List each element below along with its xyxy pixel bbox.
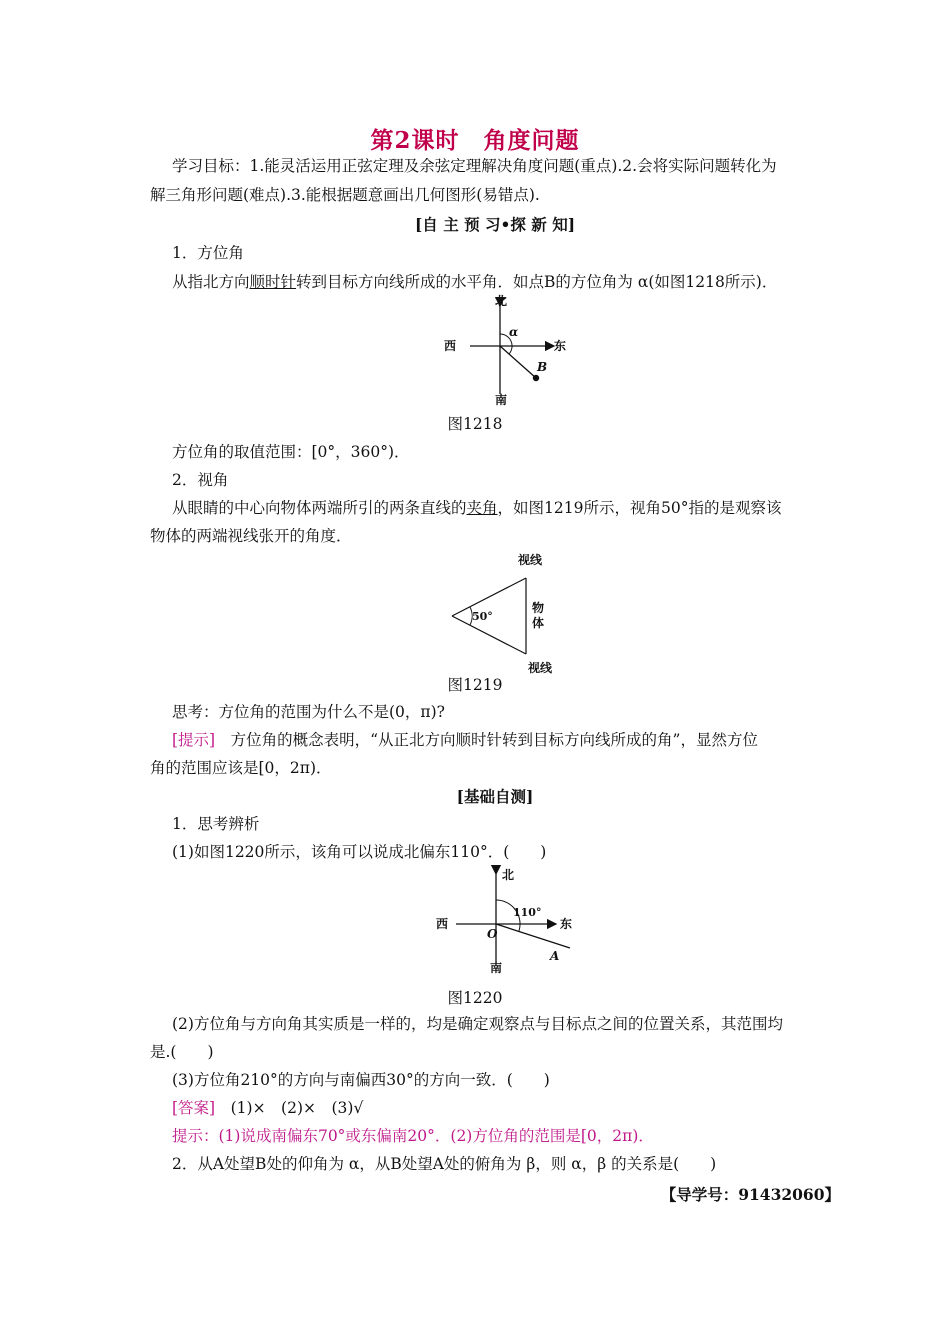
item1-text-b: 转到目标方向线所成的水平角．如点B的方位角为 α(如图1218所示)． <box>296 273 778 291</box>
hint-1-text: 方位角的概念表明，“从正北方向顺时针转到目标方向线所成的角”，显然方位 <box>215 731 758 749</box>
label-north: 北 <box>495 294 508 308</box>
q1-statement-2: (2)方位角与方向角其实质是一样的，均是确定观察点与目标点之间的位置关系，其范围均 <box>172 1015 783 1033</box>
label-east: 东 <box>554 339 567 353</box>
figure-1220-diagram <box>432 864 582 976</box>
section-preview-heading: [自 主 预 习•探 新 知] <box>414 215 576 234</box>
figure-1219-diagram <box>444 550 564 676</box>
label-north: 北 <box>502 868 515 882</box>
point-b-dot <box>533 375 539 381</box>
item2-definition <box>172 494 837 523</box>
q1-answer <box>172 1094 837 1123</box>
hint-1-line-2: 角的范围应该是[0，2π)． <box>150 759 332 777</box>
label-angle-50: 50° <box>472 610 493 623</box>
label-south: 南 <box>490 961 503 975</box>
label-east: 东 <box>560 917 573 931</box>
label-object-1: 物 <box>532 601 545 615</box>
label-sightline-bottom: 视线 <box>528 661 553 675</box>
q1-statement-3: (3)方位角210°的方向与南偏西30°的方向一致．( ) <box>172 1071 550 1089</box>
figure-1218-diagram <box>440 294 580 406</box>
q1-heading: 1．思考辨析 <box>172 815 260 833</box>
figure-1218-caption: 图1218 <box>447 415 503 433</box>
item1-text-a: 从指北方向 <box>172 273 250 291</box>
q1-hint <box>172 1122 837 1151</box>
label-west: 西 <box>436 917 449 931</box>
item1-definition <box>172 268 837 297</box>
item2-text-b: ，如图1219所示，视角50°指的是观察该 <box>497 499 782 517</box>
label-sightline-top: 视线 <box>518 553 543 567</box>
hint-1 <box>172 726 837 755</box>
label-west: 西 <box>444 339 457 353</box>
figure-1220-caption: 图1220 <box>447 989 503 1007</box>
objectives-line-1: 学习目标：1.能灵活运用正弦定理及余弦定理解决角度问题(重点).2.会将实际问题转化为 <box>172 157 777 175</box>
q1-hint-text: 提示：(1)说成南偏东70°或东偏南20°．(2)方位角的范围是[0，2π)． <box>172 1127 654 1145</box>
label-south: 南 <box>495 393 508 406</box>
figure-1219-caption: 图1219 <box>447 676 503 694</box>
answer-tag: [答案] <box>172 1099 216 1117</box>
item2-text-a: 从眼睛的中心向物体两端所引的两条直线的 <box>172 499 467 517</box>
item1-range: 方位角的取值范围：[0°，360°)． <box>172 443 410 461</box>
hint-tag: [提示] <box>172 731 216 749</box>
label-origin-o: O <box>487 927 498 941</box>
answer-text: (1)× (2)× (3)√ <box>215 1099 364 1117</box>
item1-text-underlined: 顺时针 <box>249 273 297 291</box>
label-object-2: 体 <box>532 616 545 630</box>
item2-heading: 2．视角 <box>172 471 229 489</box>
label-point-b: B <box>537 360 548 374</box>
think-question: 思考：方位角的范围为什么不是(0，π)? <box>172 703 445 721</box>
item1-heading: 1．方位角 <box>172 244 244 262</box>
objectives-line-2: 解三角形问题(难点).3.能根据题意画出几何图形(易错点). <box>150 186 540 204</box>
label-alpha: α <box>509 325 519 339</box>
label-point-a: A <box>550 949 560 963</box>
item2-line-2: 物体的两端视线张开的角度． <box>150 527 352 545</box>
q1-statement-2-line-2: 是.( ) <box>150 1043 214 1061</box>
label-angle-110: 110° <box>513 906 542 919</box>
q1-statement-1: (1)如图1220所示，该角可以说成北偏东110°．( ) <box>172 843 547 861</box>
q2-statement: 2．从A处望B处的仰角为 α，从B处望A处的俯角为 β，则 α，β 的关系是( ) <box>172 1155 717 1173</box>
page-title: 第2课时 角度问题 <box>370 127 580 154</box>
section-test-heading: [基础自测] <box>456 787 534 806</box>
guide-reference-number: 【导学号：91432060】 <box>660 1185 840 1204</box>
item2-text-underlined: 夹角 <box>466 499 498 517</box>
